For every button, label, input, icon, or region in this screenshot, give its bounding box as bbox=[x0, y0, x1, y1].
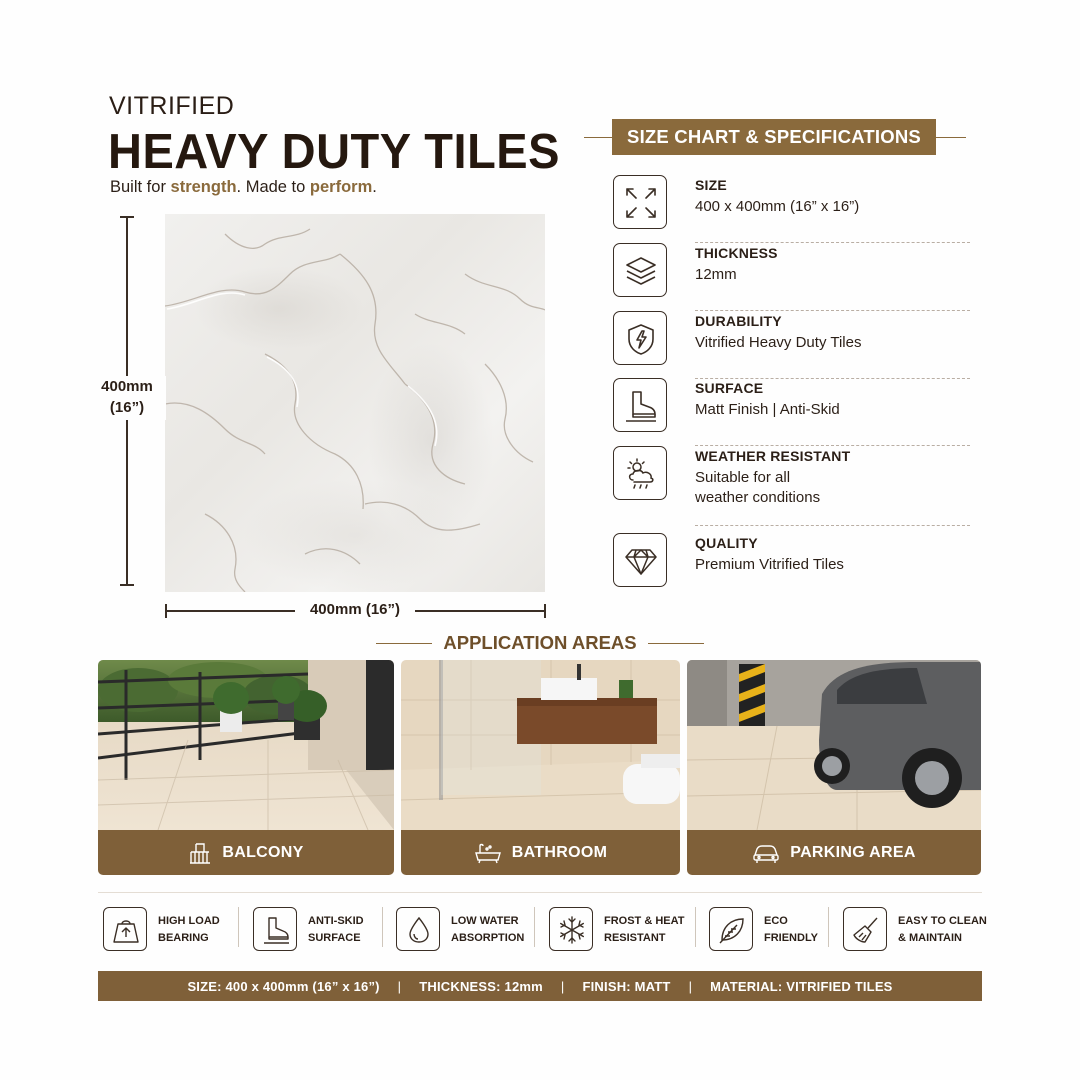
summary-separator: | bbox=[397, 978, 402, 994]
application-band-balcony bbox=[98, 830, 394, 875]
spec-label-size: SIZE bbox=[695, 177, 727, 193]
bathroom-photo bbox=[401, 660, 680, 830]
spec-row-surface bbox=[612, 378, 970, 446]
feature-text bbox=[158, 913, 220, 946]
application-band-bathroom bbox=[401, 830, 680, 875]
feature-text bbox=[764, 913, 818, 946]
spec-heading-rule-left bbox=[584, 137, 614, 138]
bathtub-icon bbox=[474, 842, 502, 864]
feature-line-1: ECO bbox=[764, 915, 788, 927]
broom-icon bbox=[843, 907, 887, 951]
feature-line-2: & MAINTAIN bbox=[898, 931, 962, 944]
tagline-mid: . Made to bbox=[236, 178, 310, 196]
spec-row-weather bbox=[612, 446, 970, 526]
weight-icon bbox=[103, 907, 147, 951]
feature-text bbox=[604, 913, 684, 946]
feature-line-2: SURFACE bbox=[308, 931, 361, 944]
tagline-highlight-perform: perform bbox=[309, 178, 373, 196]
application-areas-heading: APPLICATION AREAS bbox=[443, 632, 637, 653]
spec-label-thickness: THICKNESS bbox=[695, 245, 778, 261]
spec-heading-rule-right bbox=[934, 137, 966, 138]
application-label-parking: PARKING AREA bbox=[790, 843, 916, 861]
summary-thickness: THICKNESS: 12mm bbox=[419, 978, 543, 994]
application-card-bathroom bbox=[401, 660, 680, 875]
feature-separator bbox=[382, 907, 383, 947]
summary-finish: FINISH: MATT bbox=[582, 978, 671, 994]
feature-separator bbox=[828, 907, 829, 947]
tagline-post: . bbox=[372, 178, 377, 196]
boot-icon bbox=[613, 378, 667, 432]
balcony-photo bbox=[98, 660, 394, 830]
feature-separator bbox=[238, 907, 239, 947]
features-row bbox=[98, 892, 987, 968]
feature-text bbox=[451, 913, 524, 946]
tagline-highlight-strength: strength bbox=[170, 178, 237, 196]
spec-value-quality: Premium Vitrified Tiles bbox=[695, 556, 844, 573]
spec-row-thickness bbox=[612, 243, 970, 311]
layers-icon bbox=[613, 243, 667, 297]
feature-separator bbox=[695, 907, 696, 947]
spec-row-durability bbox=[612, 311, 970, 379]
feature-line-2: FRIENDLY bbox=[764, 931, 818, 944]
shield-icon bbox=[613, 311, 667, 365]
spec-row-quality bbox=[612, 533, 970, 601]
parking-photo bbox=[687, 660, 981, 830]
spec-value-size: 400 x 400mm (16” x 16”) bbox=[695, 198, 860, 215]
eyebrow-text: VITRIFIED bbox=[109, 92, 235, 120]
car-icon bbox=[752, 842, 780, 864]
water-drop-icon bbox=[396, 907, 440, 951]
application-band-parking bbox=[687, 830, 981, 875]
spec-heading: SIZE CHART & SPECIFICATIONS bbox=[612, 119, 936, 155]
summary-size: SIZE: 400 x 400mm (16” x 16”) bbox=[187, 978, 380, 994]
spec-label-weather: WEATHER RESISTANT bbox=[695, 448, 851, 464]
summary-separator: | bbox=[688, 978, 693, 994]
spec-label-durability: DURABILITY bbox=[695, 313, 782, 329]
summary-material: MATERIAL: VITRIFIED TILES bbox=[710, 978, 893, 994]
feature-separator bbox=[534, 907, 535, 947]
feature-text bbox=[308, 913, 364, 946]
expand-arrows-icon bbox=[613, 175, 667, 229]
spec-divider bbox=[695, 525, 970, 526]
spec-value-weather-line-2: weather conditions bbox=[695, 489, 821, 506]
diamond-icon bbox=[613, 533, 667, 587]
weather-icon bbox=[613, 446, 667, 500]
spec-label-quality: QUALITY bbox=[695, 535, 758, 551]
spec-label-surface: SURFACE bbox=[695, 380, 764, 396]
spec-value-surface: Matt Finish | Anti-Skid bbox=[695, 401, 840, 418]
spec-value-weather bbox=[695, 468, 955, 508]
boot-icon bbox=[253, 907, 297, 951]
summary-separator: | bbox=[560, 978, 565, 994]
application-label-balcony: BALCONY bbox=[222, 843, 304, 861]
application-label-bathroom: BATHROOM bbox=[511, 843, 608, 861]
feature-line-2: ABSORPTION bbox=[451, 931, 525, 944]
tile-texture-image bbox=[165, 214, 545, 592]
feature-line-2: RESISTANT bbox=[604, 931, 666, 944]
width-dimension-label: 400mm (16”) bbox=[295, 601, 415, 618]
spec-value-thickness: 12mm bbox=[695, 266, 737, 283]
balcony-icon bbox=[188, 842, 212, 864]
feature-line-1: HIGH LOAD bbox=[158, 915, 220, 927]
page-title: HEAVY DUTY TILES bbox=[108, 123, 560, 179]
feature-line-1: ANTI-SKID bbox=[308, 915, 364, 927]
feature-line-2: BEARING bbox=[158, 931, 209, 944]
snowflake-icon bbox=[549, 907, 593, 951]
spec-summary-bar bbox=[98, 971, 982, 1001]
spec-value-weather-line-1: Suitable for all bbox=[695, 469, 791, 486]
leaf-icon bbox=[709, 907, 753, 951]
height-dimension-inch: (16”) bbox=[109, 399, 145, 416]
tagline-pre: Built for bbox=[110, 178, 171, 196]
application-card-balcony bbox=[98, 660, 394, 875]
feature-text bbox=[898, 913, 987, 946]
feature-line-1: EASY TO CLEAN bbox=[898, 915, 987, 927]
height-dimension-label bbox=[88, 376, 166, 420]
spec-row-size bbox=[612, 175, 970, 243]
feature-line-1: LOW WATER bbox=[451, 915, 519, 927]
feature-line-1: FROST & HEAT bbox=[604, 915, 685, 927]
application-card-parking bbox=[687, 660, 981, 875]
spec-value-durability: Vitrified Heavy Duty Tiles bbox=[695, 334, 862, 351]
tagline bbox=[110, 178, 377, 197]
height-dimension-mm: 400mm bbox=[101, 378, 153, 395]
